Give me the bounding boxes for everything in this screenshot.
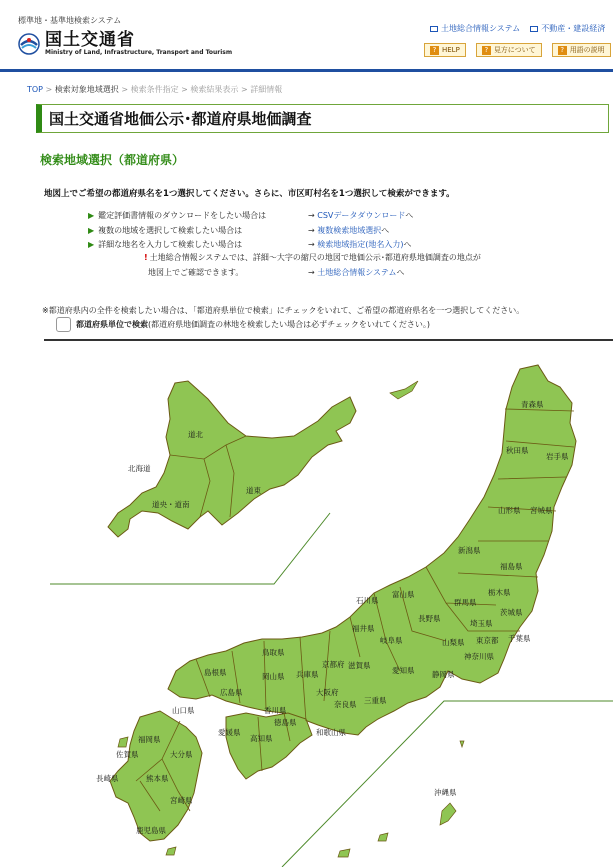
breadcrumb-step: 検索結果表示 bbox=[190, 85, 239, 94]
checkbox-hint: (都道府県地価調査の林地を検索したい場合は必ずチェックをいれてください。) bbox=[148, 320, 430, 329]
option-text: ▶ 鑑定評価書情報のダウンロードをしたい場合は bbox=[88, 211, 267, 220]
site-subtitle: 標準地・基準地検索システム bbox=[18, 16, 122, 25]
map-label-nagano[interactable]: 長野県 bbox=[418, 614, 441, 623]
option-link-row: → 検索地域指定(地名入力)へ bbox=[308, 240, 412, 249]
map-label-hiroshima[interactable]: 広島県 bbox=[220, 688, 243, 697]
question-icon: ? bbox=[558, 46, 567, 55]
csv-download-link[interactable]: CSVデータダウンロード bbox=[317, 211, 406, 220]
link-land-info[interactable]: 土地総合情報システム bbox=[430, 23, 520, 34]
land-info-system-link[interactable]: 土地総合情報システム bbox=[317, 268, 397, 277]
checkbox-label: 都道府県単位で検索 bbox=[76, 320, 148, 329]
island-shape bbox=[460, 741, 464, 747]
map-label-hyogo[interactable]: 兵庫県 bbox=[296, 670, 319, 679]
map-label-kagawa[interactable]: 香川県 bbox=[264, 706, 287, 715]
map-label-mie[interactable]: 三重県 bbox=[364, 696, 387, 705]
multi-area-link[interactable]: 複数検索地域選択 bbox=[317, 226, 382, 235]
breadcrumb-current: 検索対象地域選択 bbox=[54, 85, 119, 94]
map-label-kochi[interactable]: 高知県 bbox=[250, 734, 273, 743]
map-label-fukui[interactable]: 福井県 bbox=[352, 624, 375, 633]
mlit-logo[interactable] bbox=[18, 32, 232, 56]
all-search-note: ※都道府県内の全件を検索したい場合は、「都道府県単位で検索」にチェックをいれて、ご希望の都道府県名を一つ選択してください。 bbox=[42, 306, 525, 315]
option-link-row: → CSVデータダウンロードへ bbox=[308, 211, 414, 220]
note-line-2: 地図上でご確認できます。 bbox=[148, 268, 244, 277]
map-label-oita[interactable]: 大分県 bbox=[170, 750, 193, 759]
hokkaido-shape[interactable] bbox=[108, 381, 356, 537]
map-label-ishikawa[interactable]: 石川県 bbox=[356, 596, 379, 605]
help-buttons bbox=[424, 43, 611, 57]
map-label-niigata[interactable]: 新潟県 bbox=[458, 546, 481, 555]
map-label-kanagawa[interactable]: 神奈川県 bbox=[464, 652, 494, 661]
place-name-link[interactable]: 検索地域指定(地名入力) bbox=[317, 240, 404, 249]
map-label-ehime[interactable]: 愛媛県 bbox=[218, 728, 241, 737]
triangle-icon: ▶ bbox=[88, 240, 95, 249]
triangle-icon: ▶ bbox=[88, 211, 95, 220]
breadcrumb-step: 検索条件指定 bbox=[130, 85, 179, 94]
map-label-iwate[interactable]: 岩手県 bbox=[546, 452, 569, 461]
island-shape bbox=[166, 847, 176, 855]
map-label-shimane[interactable]: 島根県 bbox=[204, 668, 227, 677]
island-shape bbox=[390, 381, 418, 399]
hokkaido-region bbox=[108, 381, 418, 537]
map-label-hokkaido[interactable]: 道央・道南 bbox=[152, 500, 190, 509]
logo-en: Ministry of Land, Infrastructure, Transport and Tourism bbox=[45, 49, 233, 56]
map-label-tokushima[interactable]: 徳島県 bbox=[274, 718, 297, 727]
map-label-kyoto[interactable]: 京都府 bbox=[322, 660, 345, 669]
site-header bbox=[0, 0, 613, 72]
question-icon: ? bbox=[482, 46, 491, 55]
okinawa-shape[interactable] bbox=[440, 803, 456, 825]
help-button[interactable]: ? HELP bbox=[424, 43, 466, 57]
glossary-button[interactable]: ? 用語の説明 bbox=[552, 43, 611, 57]
map-label-tokyo[interactable]: 東京都 bbox=[476, 636, 499, 645]
map-label-gunma[interactable]: 群馬県 bbox=[454, 598, 477, 607]
map-label-tochigi[interactable]: 栃木県 bbox=[488, 588, 511, 597]
map-label-saitama[interactable]: 埼玉県 bbox=[470, 619, 493, 628]
map-label-fukuoka[interactable]: 福岡県 bbox=[138, 735, 161, 744]
map-label-osaka[interactable]: 大阪府 bbox=[316, 688, 339, 697]
map-label-hokkaido[interactable]: 道北 bbox=[188, 430, 203, 439]
honshu-shape[interactable] bbox=[168, 365, 576, 735]
page-title: 国土交通省地価公示･都道府県地価調査 bbox=[36, 104, 609, 133]
option-text: ▶ 複数の地域を選択して検索したい場合は bbox=[88, 226, 243, 235]
option-link-row: → 複数検索地域選択へ bbox=[308, 226, 390, 235]
map-label-akita[interactable]: 秋田県 bbox=[506, 446, 529, 455]
map-label-aomori[interactable]: 青森県 bbox=[521, 400, 544, 409]
map-label-shiga[interactable]: 滋賀県 bbox=[348, 661, 371, 670]
triangle-icon: ▶ bbox=[88, 226, 95, 235]
map-label-kumamoto[interactable]: 熊本県 bbox=[146, 774, 169, 783]
map-label-ibaraki[interactable]: 茨城県 bbox=[500, 608, 523, 617]
map-label-nara[interactable]: 奈良県 bbox=[334, 700, 357, 709]
lead-text: 地図上でご希望の都道府県名を1つ選択してください。さらに、市区町村名を1つ選択して検索ができます。 bbox=[44, 189, 455, 199]
prefecture-unit-checkbox[interactable] bbox=[56, 317, 71, 332]
prefecture-unit-row bbox=[56, 317, 430, 332]
question-icon: ? bbox=[430, 46, 439, 55]
island-shape bbox=[338, 849, 350, 857]
map-label-yamaguchi[interactable]: 山口県 bbox=[172, 706, 195, 715]
map-label-miyagi[interactable]: 宮城県 bbox=[530, 506, 553, 515]
japan-map bbox=[0, 341, 613, 867]
top-links bbox=[430, 23, 605, 34]
alert-icon: ! bbox=[144, 253, 148, 262]
link-real-estate[interactable]: 不動産・建設経済 bbox=[530, 23, 605, 34]
map-label-fukushima[interactable]: 福島県 bbox=[500, 562, 523, 571]
mlit-emblem-icon bbox=[18, 33, 40, 55]
island-shape bbox=[378, 833, 388, 841]
map-label-miyazaki[interactable]: 宮崎県 bbox=[170, 796, 193, 805]
map-label-tottori[interactable]: 鳥取県 bbox=[262, 648, 285, 657]
window-icon bbox=[430, 26, 438, 32]
map-label-okayama[interactable]: 岡山県 bbox=[262, 672, 285, 681]
map-label-yamagata[interactable]: 山形県 bbox=[498, 506, 521, 515]
map-label-toyama[interactable]: 富山県 bbox=[392, 590, 415, 599]
map-label-aichi[interactable]: 愛知県 bbox=[392, 666, 415, 675]
okinawa-region bbox=[338, 803, 456, 857]
note-line-1: ! 土地総合情報システムでは、詳細～大字の縮尺の地図で地価公示･都道府県地価調査の地点が bbox=[144, 253, 481, 262]
island-shape bbox=[118, 737, 128, 747]
map-label-chiba[interactable]: 千葉県 bbox=[508, 634, 531, 643]
map-label-kagoshima[interactable]: 鹿児島県 bbox=[136, 826, 166, 835]
breadcrumb: TOP > 検索対象地域選択 > 検索条件指定 > 検索結果表示 > 詳細情報 bbox=[27, 85, 283, 94]
map-label-yamanashi[interactable]: 山梨県 bbox=[442, 638, 465, 647]
option-text: ▶ 詳細な地名を入力して検索したい場合は bbox=[88, 240, 243, 249]
section-heading: 検索地域選択（都道府県） bbox=[40, 153, 185, 167]
map-label-okinawa[interactable]: 沖縄県 bbox=[434, 788, 457, 797]
breadcrumb-top[interactable]: TOP bbox=[27, 85, 44, 94]
map-label-hokkaido[interactable]: 道東 bbox=[246, 486, 261, 495]
logo-name: 国土交通省 bbox=[45, 30, 135, 50]
map-label-hokkaido[interactable]: 北海道 bbox=[128, 464, 151, 473]
map-label-wakayama[interactable]: 和歌山県 bbox=[316, 728, 346, 737]
map-label-nagasaki[interactable]: 長崎県 bbox=[96, 774, 119, 783]
shikoku-shape[interactable] bbox=[226, 713, 312, 779]
map-label-saga[interactable]: 佐賀県 bbox=[116, 750, 139, 759]
map-label-gifu[interactable]: 岐阜県 bbox=[380, 636, 403, 645]
map-label-shizuoka[interactable]: 静岡県 bbox=[432, 670, 455, 679]
how-to-read-button[interactable]: ? 見方について bbox=[476, 43, 542, 57]
window-icon bbox=[530, 26, 538, 32]
breadcrumb-step: 詳細情報 bbox=[250, 85, 283, 94]
option-link-row: → 土地総合情報システムへ bbox=[308, 268, 405, 277]
